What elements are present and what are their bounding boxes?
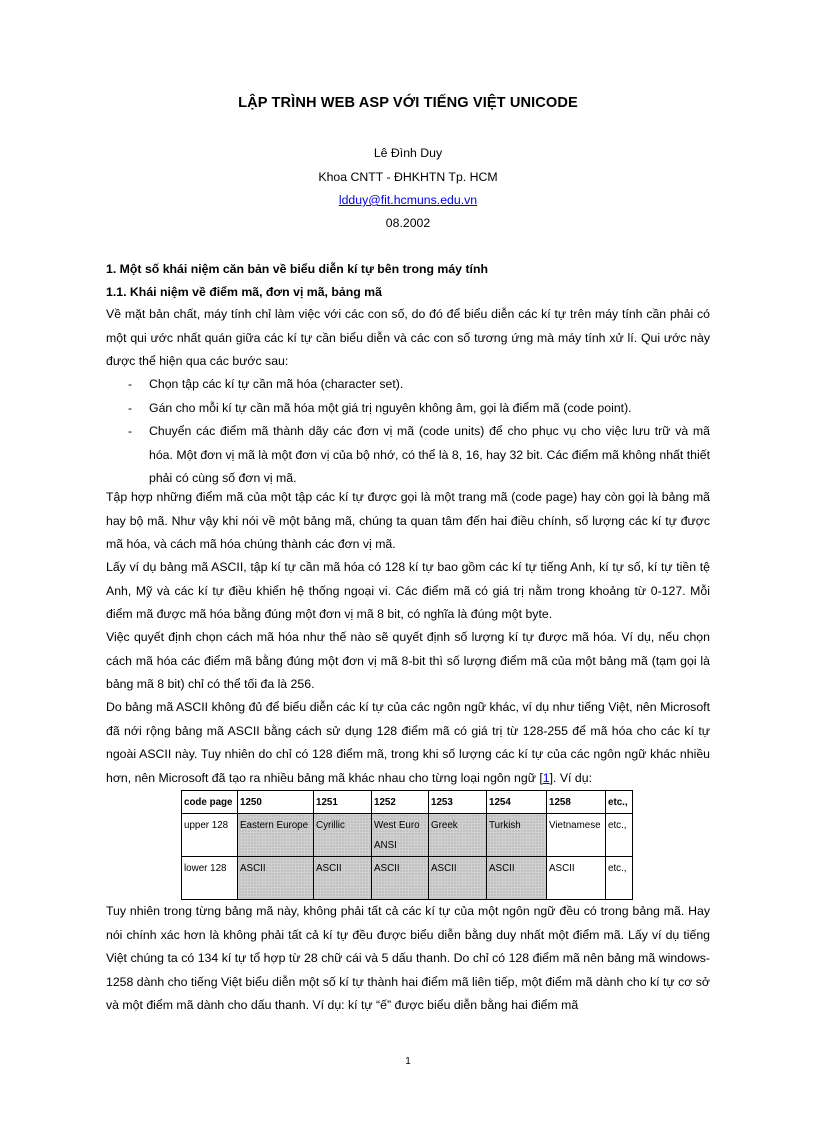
table-cell: lower 128 xyxy=(182,857,238,900)
list-item-text: Chuyển các điểm mã thành dãy các đơn vị mã (code units) để cho phục vụ cho việc lưu trữ và mã hóa. Một đơn vị mã là một đơn vị của bộ nhớ, có thể là 8, 16, hay 32 bit. Các điểm mã không nhất thiết phải có cùng số đơn vị mã. xyxy=(149,424,710,485)
paragraph-1-text: Về mặt bản chất, máy tính chỉ làm việc với các con số, do đó để biểu diễn các kí tự trên máy tính cần phải có một qui ước nhất quán giữa các kí tự cần biểu diễn và các con số tương ứng mà máy tính xử lí. Qui ước này được thể hiện qua các bước sau: xyxy=(106,307,710,368)
author-name: Lê Đình Duy xyxy=(373,146,443,160)
table-header-cell: 1258 xyxy=(547,791,606,814)
paragraph-2 xyxy=(106,486,710,557)
list-item-text: Gán cho mỗi kí tự cần mã hóa một giá trị nguyên không âm, gọi là điểm mã (code point). xyxy=(149,400,632,415)
list-bullet: - xyxy=(128,377,133,391)
table-cell: Cyrillic xyxy=(314,814,372,857)
paragraph-6-text: Tuy nhiên trong từng bảng mã này, không phải tất cả các kí tự của một ngôn ngữ đều có trong bảng mã. Hay nói chính xác hơn là không phải tất cả kí tự đều được biểu diễn bằng duy nhất một điểm mã. Lấy ví dụ tiếng Việt chúng ta có 134 kí tự tổ hợp từ 28 chữ cái và 5 dấu thanh. Do chỉ có 128 điểm mã nên bảng mã windows-1258 dành cho tiếng Việt biểu diễn một số kí tự thành hai điểm mã liên tiếp, một điểm mã dành cho kí tự cơ sở và một điểm mã dành cho dấu thanh. Ví dụ: kí tự “ế” được biểu diễn bằng hai điểm mã xyxy=(106,904,710,1012)
table-cell: Greek xyxy=(429,814,487,857)
table-row-lower xyxy=(182,857,633,900)
table-cell: West Euro ANSI xyxy=(372,814,429,857)
table-cell: upper 128 xyxy=(182,814,238,857)
table-cell: Turkish xyxy=(487,814,547,857)
author-affiliation: Khoa CNTT - ĐHKHTN Tp. HCM xyxy=(318,170,498,184)
paragraph-3-text: Lấy ví dụ bảng mã ASCII, tập kí tự cần mã hóa có 128 kí tự bao gồm các kí tự tiếng Anh, kí tự số, kí tự tiền tệ Anh, Mỹ và các kí tự điều khiển hệ thống ngoại vi. Các điểm mã có giá trị nằm trong khoảng từ 0-127. Mỗi điểm mã được mã hóa bằng đúng một đơn vị mã 8 bit, có nghĩa là đúng một byte. xyxy=(106,560,710,621)
list-item xyxy=(106,373,710,397)
section-1-heading: 1. Một số khái niệm căn bản về biểu diễn kí tự bên trong máy tính xyxy=(106,262,488,276)
table-cell: ASCII xyxy=(238,857,314,900)
code-page-table xyxy=(181,790,633,900)
list-item xyxy=(106,397,710,421)
table-cell: ASCII xyxy=(487,857,547,900)
author-email-line xyxy=(0,193,816,207)
document-title: LẬP TRÌNH WEB ASP VỚI TIẾNG VIỆT UNICODE xyxy=(238,95,578,111)
paragraph-5-text-a: Do bảng mã ASCII không đủ để biểu diễn các kí tự của các ngôn ngữ khác, ví dụ như tiếng Việt, nên Microsoft đã nới rộng bảng mã ASCII bằng cách sử dụng 128 điểm mã có giá trị từ 128-255 để mã hóa cho các kí tự ngoài ASCII này. Tuy nhiên do chỉ có 128 điểm mã, trong khi số lượng các kí tự của các ngôn ngữ khác nhiều hơn, nên Microsoft đã tạo ra nhiều bảng mã khác nhau cho từng loại ngôn ngữ [ xyxy=(106,700,710,785)
table-cell: Eastern Europe xyxy=(238,814,314,857)
table-header-row xyxy=(182,791,633,814)
paragraph-5-text-b: ]. Ví dụ: xyxy=(549,770,592,785)
table-header-cell: 1253 xyxy=(429,791,487,814)
author-email-link[interactable]: ldduy@fit.hcmuns.edu.vn xyxy=(338,193,478,207)
list-bullet: - xyxy=(128,424,133,438)
reference-link[interactable]: 1 xyxy=(542,770,550,785)
section-1-1-heading: 1.1. Khái niệm về điểm mã, đơn vị mã, bảng mã xyxy=(106,285,382,299)
paragraph-4 xyxy=(106,626,710,697)
paragraph-5 xyxy=(106,696,710,790)
list-item-text: Chọn tập các kí tự cần mã hóa (character set). xyxy=(149,377,404,391)
paragraph-2-text: Tập hợp những điểm mã của một tập các kí tự được gọi là một trang mã (code page) hay còn gọi là bảng mã hay bộ mã. Như vậy khi nói về một bảng mã, chúng ta quan tâm đến hai điều chính, số lượng các kí tự được mã hóa, và cách mã hóa chúng thành các đơn vị mã. xyxy=(106,490,710,551)
table-header-cell: 1250 xyxy=(238,791,314,814)
table-header-cell: 1254 xyxy=(487,791,547,814)
table-row-upper xyxy=(182,814,633,857)
paragraph-3 xyxy=(106,556,710,627)
list-item xyxy=(106,420,710,491)
table-cell: Vietnamese xyxy=(547,814,606,857)
table-header-cell: etc., xyxy=(606,791,633,814)
page-number: 1 xyxy=(405,1056,411,1067)
table-cell: etc., xyxy=(606,814,633,857)
table-header-cell: 1252 xyxy=(372,791,429,814)
paragraph-4-text: Việc quyết định chọn cách mã hóa như thế nào sẽ quyết định số lượng kí tự được mã hóa. Ví dụ, nếu chọn cách mã hóa các điểm mã bằng đúng một đơn vị mã 8-bit thì số lượng điểm mã của một bảng mã (tạm gọi là bảng mã 8 bit) chỉ có thể tối đa là 256. xyxy=(106,630,710,691)
table-cell: ASCII xyxy=(429,857,487,900)
table-cell: ASCII xyxy=(547,857,606,900)
table-cell: ASCII xyxy=(372,857,429,900)
table-cell: etc., xyxy=(606,857,633,900)
paragraph-6 xyxy=(106,900,710,1018)
document-date: 08.2002 xyxy=(385,216,431,230)
table-header-cell: 1251 xyxy=(314,791,372,814)
list-bullet: - xyxy=(128,400,133,415)
paragraph-1 xyxy=(106,303,710,374)
table-cell: ASCII xyxy=(314,857,372,900)
paragraph-5-text xyxy=(106,696,710,790)
table-header-cell: code page xyxy=(182,791,238,814)
steps-list xyxy=(106,373,710,491)
